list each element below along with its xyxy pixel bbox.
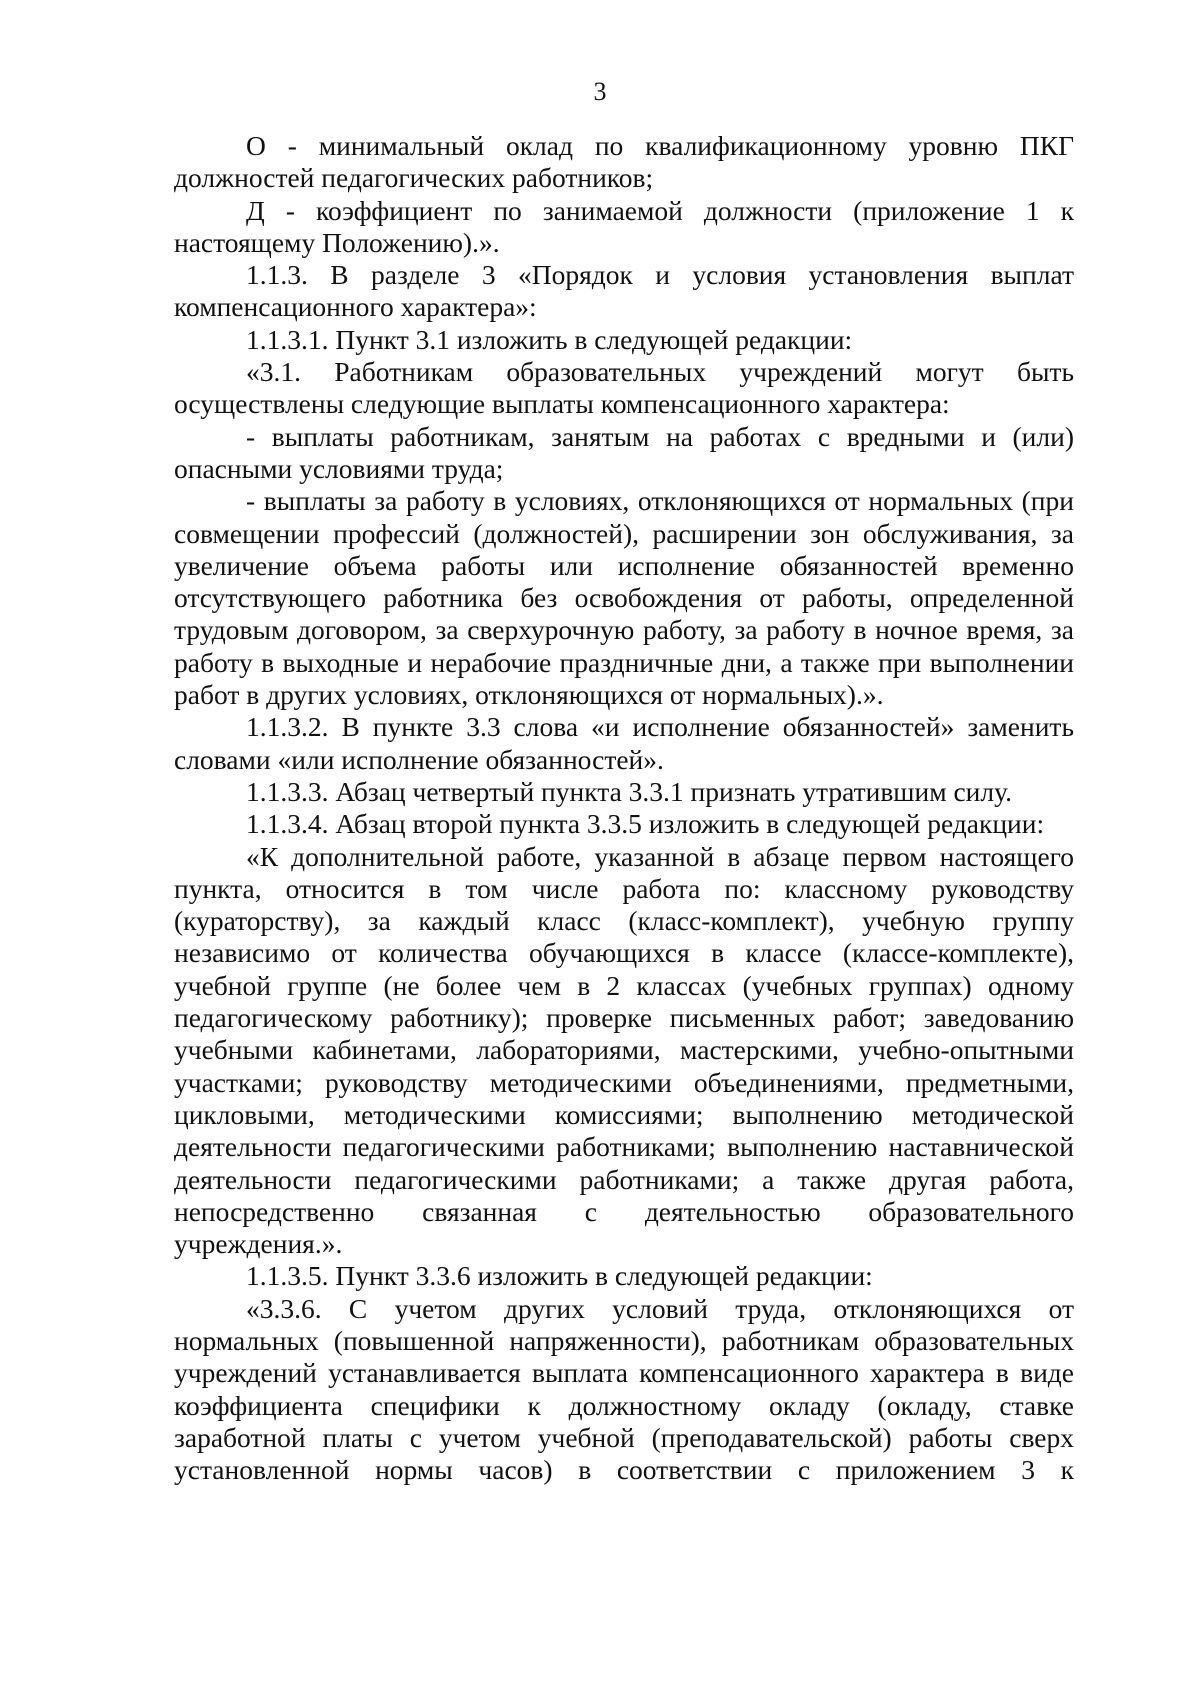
paragraph-list-item-harmful-conditions: - выплаты работникам, занятым на работах с вредными и (или) опасными условиями труда; bbox=[174, 420, 1074, 484]
paragraph-1-1-3-5: 1.1.3.5. Пункт 3.3.6 изложить в следующей редакции: bbox=[246, 1260, 873, 1292]
paragraph-1-1-3: 1.1.3. В разделе 3 «Порядок и условия установления выплат компенсационного характера»: bbox=[174, 259, 1074, 323]
paragraph-quote-additional-work: «К дополнительной работе, указанной в абзаце первом настоящего пункта, относится в том числе работа по: классному руководству (кураторству), за каждый класс (класс-комплект), учебную группу независимо от количества обучающихся в классе (классе-комплекте), учебной группе (не более чем в 2 классах (учебных группах) одному педагогическому работнику); проверке письменных работ; заведованию учебными кабинетами, лабораториями, мастерскими, учебно-опытными участками; руководству методическими объединениями, предметными, цикловыми, методическими комиссиями; выполнению методической деятельности педагогическими работниками; выполнению наставнической деятельности педагогическими работниками; а также другая работа, непосредственно связанная с деятельностью образовательного учреждения.». bbox=[174, 840, 1074, 1260]
paragraph-1-1-3-2: 1.1.3.2. В пункте 3.3 слова «и исполнение обязанностей» заменить словами «или исполнение обязанностей». bbox=[174, 711, 1074, 775]
paragraph-list-item-abnormal-conditions: - выплаты за работу в условиях, отклоняющихся от нормальных (при совмещении профессий (должностей), расширении зон обслуживания, за увеличение объема работы или исполнение обязанностей временно отсутствующего работника без освобождения от работы, определенной трудовым договором, за сверхурочную работу, за работу в ночное время, за работу в выходные и нерабочие праздничные дни, а также при выполнении работ в других условиях, отклоняющихся от нормальных).». bbox=[174, 485, 1074, 711]
paragraph-quote-3-3-6: «3.3.6. С учетом других условий труда, отклоняющихся от нормальных (повышенной напряженности), работникам образовательных учреждений устанавливается выплата компенсационного характера в виде коэффициента специфики к должностному окладу (окладу, ставке заработной платы с учетом учебной (преподавательской) работы сверх установленной нормы часов) в соответствии с приложением 3 к bbox=[174, 1292, 1074, 1486]
paragraph-1-1-3-4: 1.1.3.4. Абзац второй пункта 3.3.5 изложить в следующей редакции: bbox=[246, 808, 1045, 840]
paragraph-definition-o: О - минимальный оклад по квалификационному уровню ПКГ должностей педагогических работников; bbox=[174, 130, 1074, 194]
document-body bbox=[174, 130, 1074, 1486]
paragraph-definition-d: Д - коэффициент по занимаемой должности (приложение 1 к настоящему Положению).». bbox=[174, 194, 1074, 258]
paragraph-1-1-3-3: 1.1.3.3. Абзац четвертый пункта 3.3.1 признать утратившим силу. bbox=[246, 775, 1012, 807]
paragraph-1-1-3-1: 1.1.3.1. Пункт 3.1 изложить в следующей редакции: bbox=[246, 323, 853, 355]
page-number: 3 bbox=[593, 77, 607, 106]
paragraph-quote-3-1: «3.1. Работникам образовательных учреждений могут быть осуществлены следующие выплаты компенсационного характера: bbox=[174, 356, 1074, 420]
